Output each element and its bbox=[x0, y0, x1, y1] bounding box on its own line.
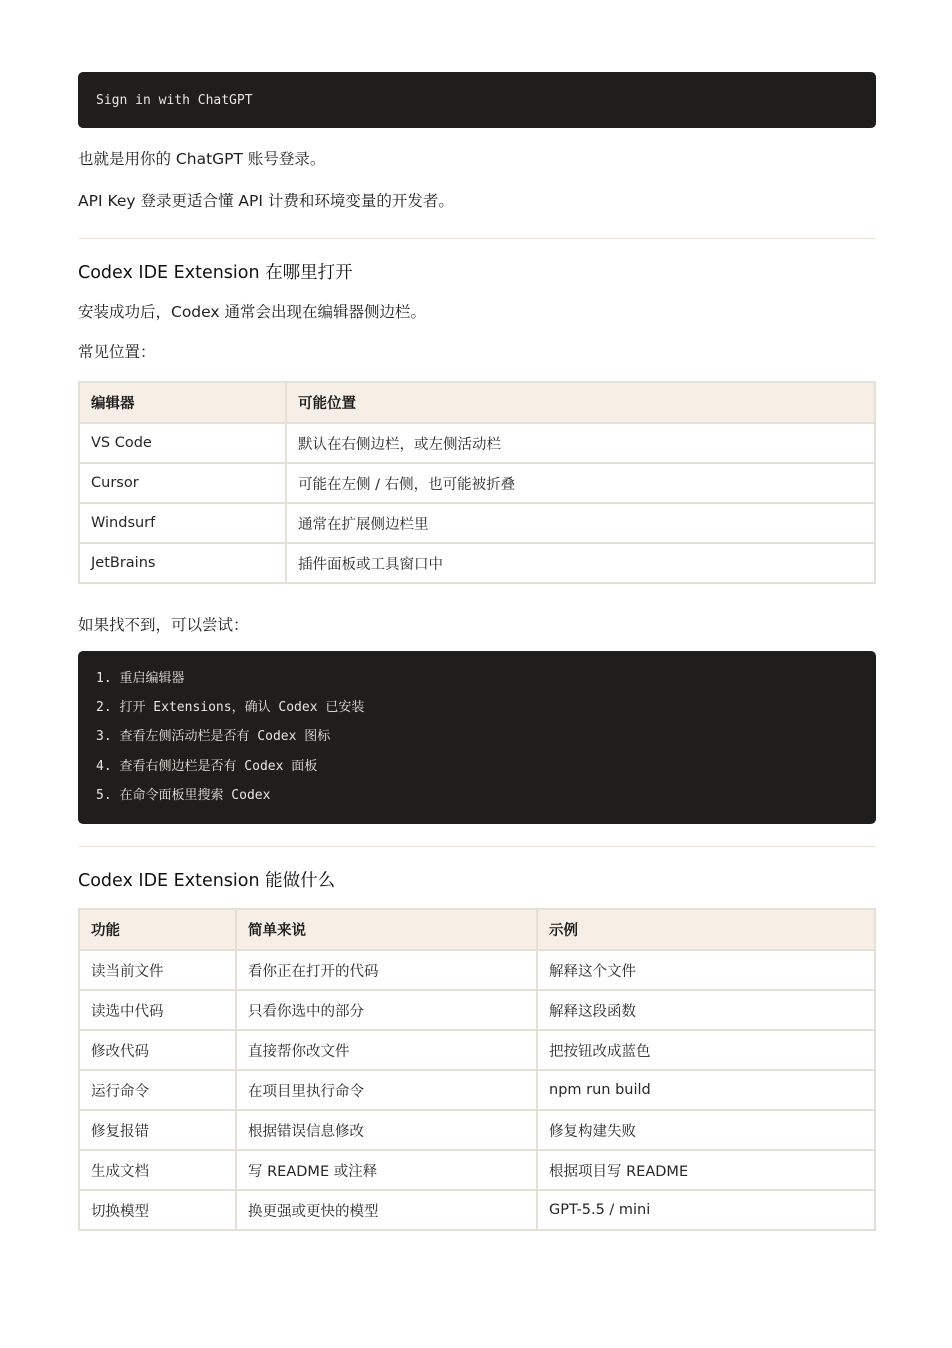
table-cell: 修改代码 bbox=[79, 1030, 236, 1070]
table-header: 简单来说 bbox=[236, 909, 537, 950]
troubleshoot-code-block bbox=[78, 651, 876, 824]
table-cell: 修复构建失败 bbox=[537, 1110, 875, 1150]
table-row bbox=[79, 1030, 875, 1070]
table-header: 功能 bbox=[79, 909, 236, 950]
table-row bbox=[79, 1070, 875, 1110]
table-cell: 只看你选中的部分 bbox=[236, 990, 537, 1030]
common-locations-label: 常见位置： bbox=[78, 343, 156, 361]
table-cell: 修复报错 bbox=[79, 1110, 236, 1150]
divider bbox=[78, 846, 876, 847]
code-line: 5. 在命令面板里搜索 Codex bbox=[96, 787, 271, 803]
table-cell: 插件面板或工具窗口中 bbox=[286, 543, 875, 583]
not-found-label: 如果找不到，可以尝试： bbox=[78, 616, 249, 634]
table-cell: VS Code bbox=[79, 423, 286, 463]
divider bbox=[78, 238, 876, 239]
table-cell: 运行命令 bbox=[79, 1070, 236, 1110]
table-header-row bbox=[79, 909, 875, 950]
code-line: 4. 查看右侧边栏是否有 Codex 面板 bbox=[96, 758, 318, 774]
table-row bbox=[79, 990, 875, 1030]
signin-code-block bbox=[78, 72, 876, 128]
table-cell: npm run build bbox=[537, 1070, 875, 1110]
table-row bbox=[79, 543, 875, 583]
table-cell: 生成文档 bbox=[79, 1150, 236, 1190]
table-header: 可能位置 bbox=[286, 382, 875, 423]
table-header: 示例 bbox=[537, 909, 875, 950]
table-header-row bbox=[79, 382, 875, 423]
editor-location-table bbox=[78, 381, 876, 584]
table-cell: 默认在右侧边栏，或左侧活动栏 bbox=[286, 423, 875, 463]
table-cell: JetBrains bbox=[79, 543, 286, 583]
table-row bbox=[79, 423, 875, 463]
chatgpt-login-note: 也就是用你的 ChatGPT 账号登录。 bbox=[78, 150, 326, 168]
table-cell: GPT-5.5 / mini bbox=[537, 1190, 875, 1230]
table-cell: 通常在扩展侧边栏里 bbox=[286, 503, 875, 543]
code-line: 2. 打开 Extensions，确认 Codex 已安装 bbox=[96, 700, 365, 716]
table-cell: 写 README 或注释 bbox=[236, 1150, 537, 1190]
table-cell: 可能在左侧 / 右侧，也可能被折叠 bbox=[286, 463, 875, 503]
document-page bbox=[78, 72, 876, 1220]
table-row bbox=[79, 1190, 875, 1230]
table-cell: 直接帮你改文件 bbox=[236, 1030, 537, 1070]
table-cell: 解释这段函数 bbox=[537, 990, 875, 1030]
table-cell: 根据项目写 README bbox=[537, 1150, 875, 1190]
table-cell: 把按钮改成蓝色 bbox=[537, 1030, 875, 1070]
table-cell: 读选中代码 bbox=[79, 990, 236, 1030]
table-cell: 读当前文件 bbox=[79, 950, 236, 990]
table-header: 编辑器 bbox=[79, 382, 286, 423]
install-intro: 安装成功后，Codex 通常会出现在编辑器侧边栏。 bbox=[78, 303, 427, 321]
table-cell: 看你正在打开的代码 bbox=[236, 950, 537, 990]
table-cell: 在项目里执行命令 bbox=[236, 1070, 537, 1110]
table-cell: 解释这个文件 bbox=[537, 950, 875, 990]
code-line: 3. 查看左侧活动栏是否有 Codex 图标 bbox=[96, 729, 331, 745]
table-row bbox=[79, 1110, 875, 1150]
signin-code-text: Sign in with ChatGPT bbox=[96, 92, 253, 108]
section-heading-where: Codex IDE Extension 在哪里打开 bbox=[78, 263, 353, 283]
table-cell: Cursor bbox=[79, 463, 286, 503]
table-row bbox=[79, 463, 875, 503]
table-row bbox=[79, 503, 875, 543]
apikey-login-note: API Key 登录更适合懂 API 计费和环境变量的开发者。 bbox=[78, 192, 454, 210]
table-cell: 切换模型 bbox=[79, 1190, 236, 1230]
table-row bbox=[79, 1150, 875, 1190]
features-table bbox=[78, 908, 876, 1231]
section-heading-features: Codex IDE Extension 能做什么 bbox=[78, 871, 336, 891]
table-row bbox=[79, 950, 875, 990]
table-cell: Windsurf bbox=[79, 503, 286, 543]
code-line: 1. 重启编辑器 bbox=[96, 671, 185, 686]
table-cell: 根据错误信息修改 bbox=[236, 1110, 537, 1150]
table-cell: 换更强或更快的模型 bbox=[236, 1190, 537, 1230]
